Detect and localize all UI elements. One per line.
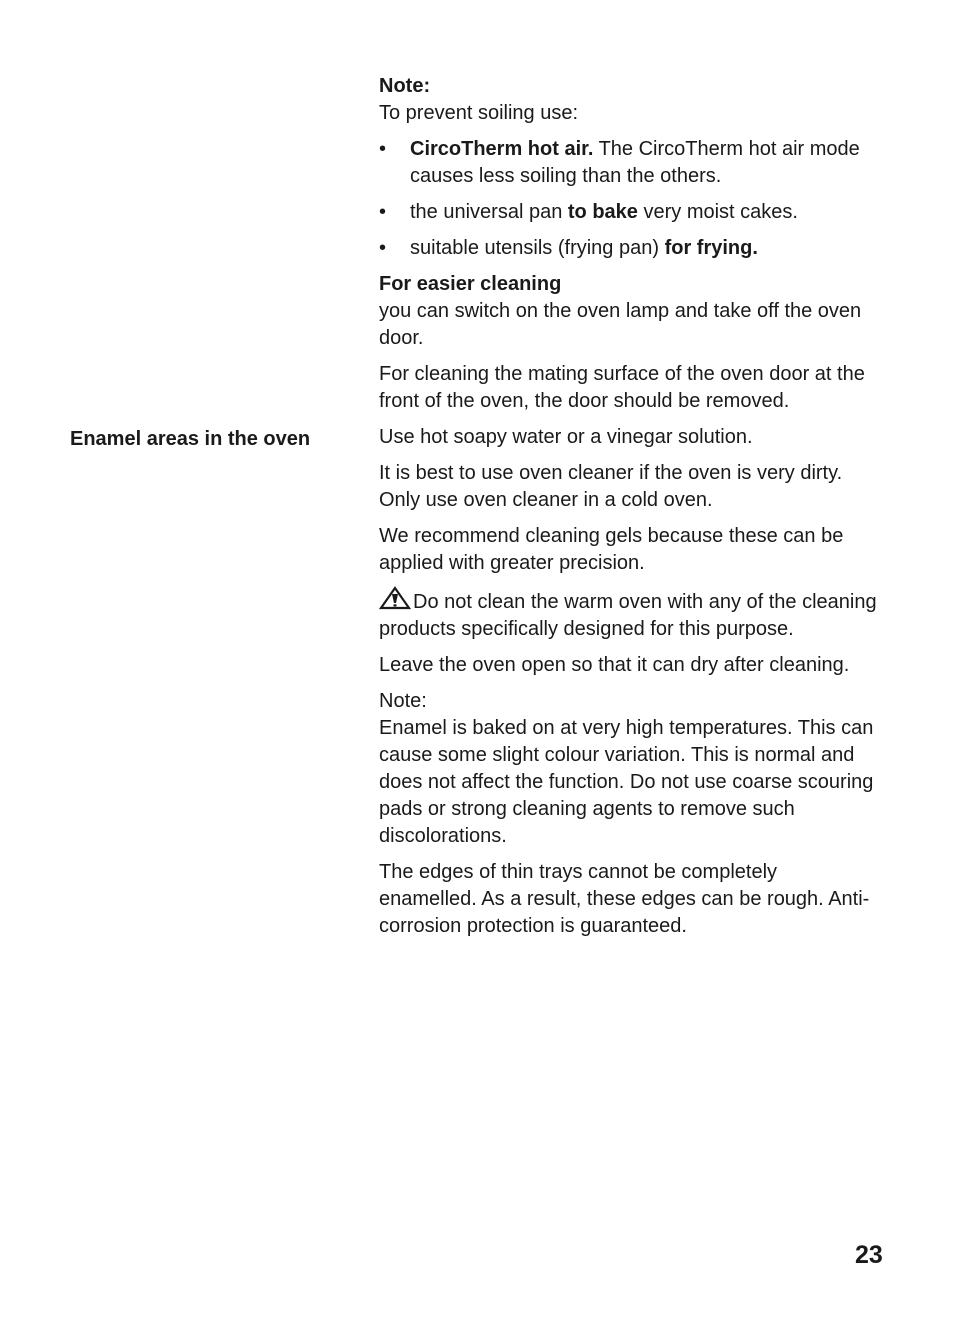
- door-removal-text: For cleaning the mating surface of the oven door at the front of the oven, the door should be removed.: [379, 363, 865, 412]
- note-intro: To prevent soiling use:: [379, 102, 579, 124]
- bullet-icon: •: [379, 201, 387, 223]
- enamel-section-heading: Enamel areas in the oven: [70, 428, 311, 450]
- enamel-note-text: Enamel is baked on at very high temperatures. This can cause some slight colour variation. This is normal and does not affect the function. Do not use coarse scouring pads or strong cleaning agents to remove such discolorations.: [379, 717, 874, 847]
- bullet-icon: •: [379, 237, 387, 259]
- soiling-tips-list: [379, 136, 879, 262]
- easier-cleaning-heading: For easier cleaning: [379, 273, 562, 295]
- list-item: • CircoTherm hot air. The CircoTherm hot air mode causes less soiling than the others.: [379, 138, 860, 187]
- note-heading: Note:: [379, 75, 431, 97]
- main-column: [379, 73, 879, 949]
- bullet-icon: •: [379, 138, 387, 160]
- note-block: [379, 73, 879, 127]
- warning-paragraph: [379, 586, 879, 643]
- easier-cleaning-text: you can switch on the oven lamp and take off the oven door.: [379, 300, 862, 349]
- enamel-note-label: Note:: [379, 690, 427, 712]
- enamel-p4: Leave the oven open so that it can dry after cleaning.: [379, 654, 850, 676]
- list-item: • the universal pan to bake very moist cakes.: [379, 199, 879, 226]
- warning-text: Do not clean the warm oven with any of the cleaning products specifically designed for this purpose.: [379, 591, 877, 640]
- warning-triangle-icon: [379, 586, 411, 610]
- easier-cleaning-block: [379, 271, 879, 352]
- list-item: • suitable utensils (frying pan) for frying.: [379, 235, 879, 262]
- enamel-p1: Use hot soapy water or a vinegar solution.: [379, 426, 753, 448]
- enamel-p2: It is best to use oven cleaner if the oven is very dirty. Only use oven cleaner in a cold oven.: [379, 462, 843, 511]
- enamel-note: [379, 688, 879, 850]
- enamel-p5: The edges of thin trays cannot be completely enamelled. As a result, these edges can be rough. Anti-corrosion protection is guaranteed.: [379, 861, 870, 937]
- enamel-p3: We recommend cleaning gels because these can be applied with greater precision.: [379, 525, 844, 574]
- page-number: 23: [855, 1241, 883, 1269]
